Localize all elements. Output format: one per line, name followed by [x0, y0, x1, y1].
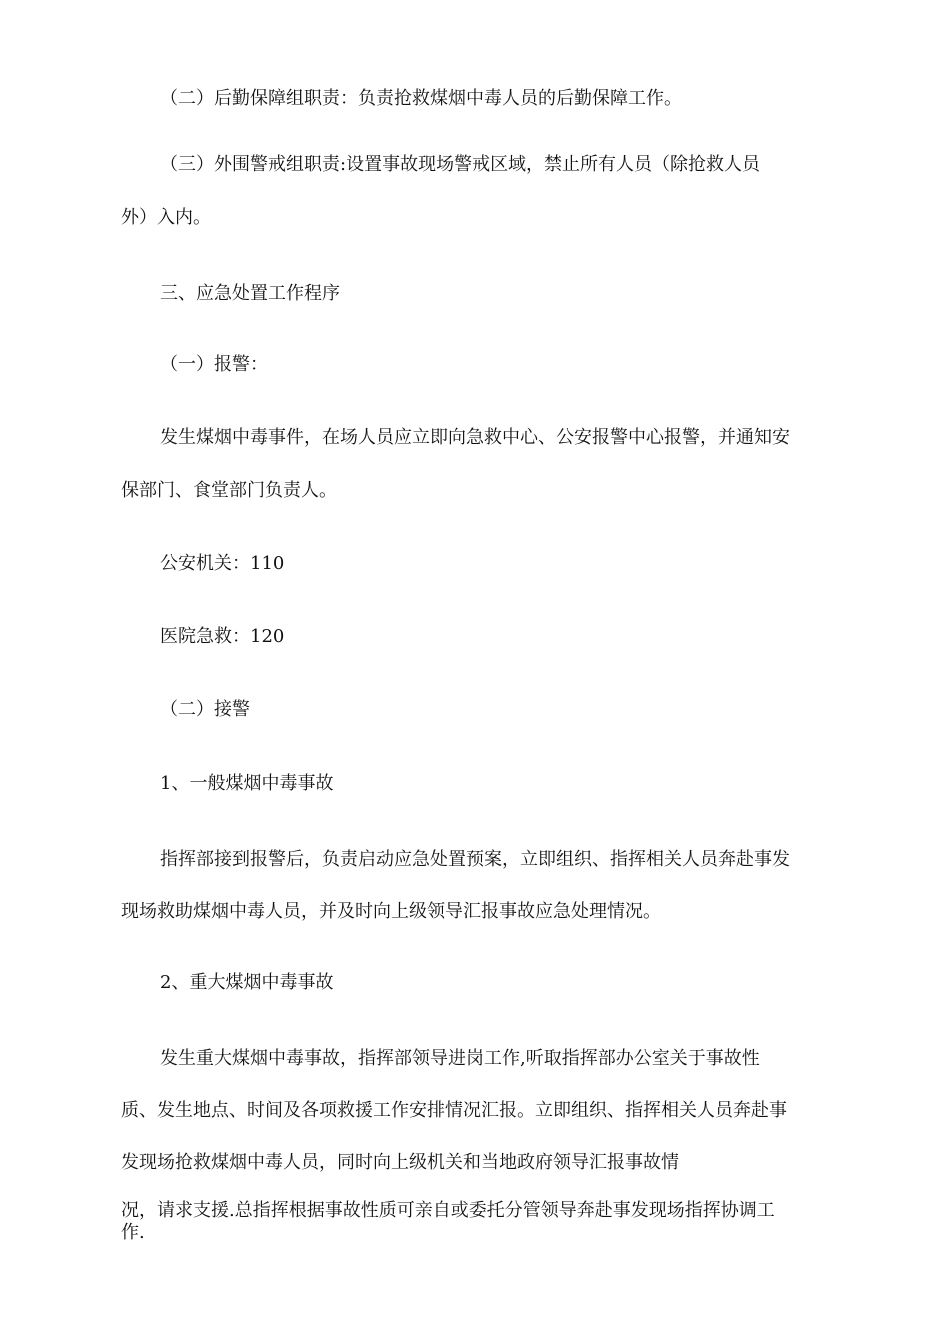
- paragraph-major-accident-line2: 质、发生地点、时间及各项救援工作安排情况汇报。立即组织、指挥相关人员奔赴事: [121, 1100, 787, 1121]
- paragraph-major-accident-line3: 发现场抢救煤烟中毒人员，同时向上级机关和当地政府领导汇报事故情: [121, 1152, 679, 1173]
- paragraph-major-accident: 发生重大煤烟中毒事故，指挥部领导进岗工作,听取指挥部办公室关于事故性: [160, 1048, 760, 1069]
- paragraph-alarm-cont: 保部门、食堂部门负责人。: [121, 480, 337, 501]
- section-heading-procedure: 三、应急处置工作程序: [160, 283, 340, 304]
- paragraph-perimeter-duty-cont: 外）入内。: [121, 207, 211, 228]
- subheading-major-accident: 2、重大煤烟中毒事故: [160, 972, 334, 993]
- hospital-number: 医院急救：120: [160, 626, 285, 647]
- paragraph-logistics-duty: （二）后勤保障组职责：负责抢救煤烟中毒人员的后勤保障工作。: [160, 88, 682, 109]
- paragraph-major-accident-line5: 作.: [121, 1222, 145, 1243]
- paragraph-major-accident-line4: 况，请求支援.总指挥根据事故性质可亲自或委托分管领导奔赴事发现场指挥协调工: [121, 1200, 775, 1221]
- paragraph-general-accident: 指挥部接到报警后，负责启动应急处置预案，立即组织、指挥相关人员奔赴事发: [160, 849, 790, 870]
- police-number: 公安机关：110: [160, 553, 285, 574]
- paragraph-perimeter-duty: （三）外围警戒组职责:设置事故现场警戒区域，禁止所有人员（除抢救人员: [160, 154, 761, 175]
- paragraph-general-accident-cont: 现场救助煤烟中毒人员，并及时向上级领导汇报事故应急处理情况。: [121, 901, 661, 922]
- subheading-receive-alarm: （二）接警: [160, 699, 250, 720]
- subheading-general-accident: 1、一般煤烟中毒事故: [160, 773, 334, 794]
- subheading-alarm: （一）报警：: [160, 354, 268, 375]
- paragraph-alarm: 发生煤烟中毒事件，在场人员应立即向急救中心、公安报警中心报警，并通知安: [160, 427, 790, 448]
